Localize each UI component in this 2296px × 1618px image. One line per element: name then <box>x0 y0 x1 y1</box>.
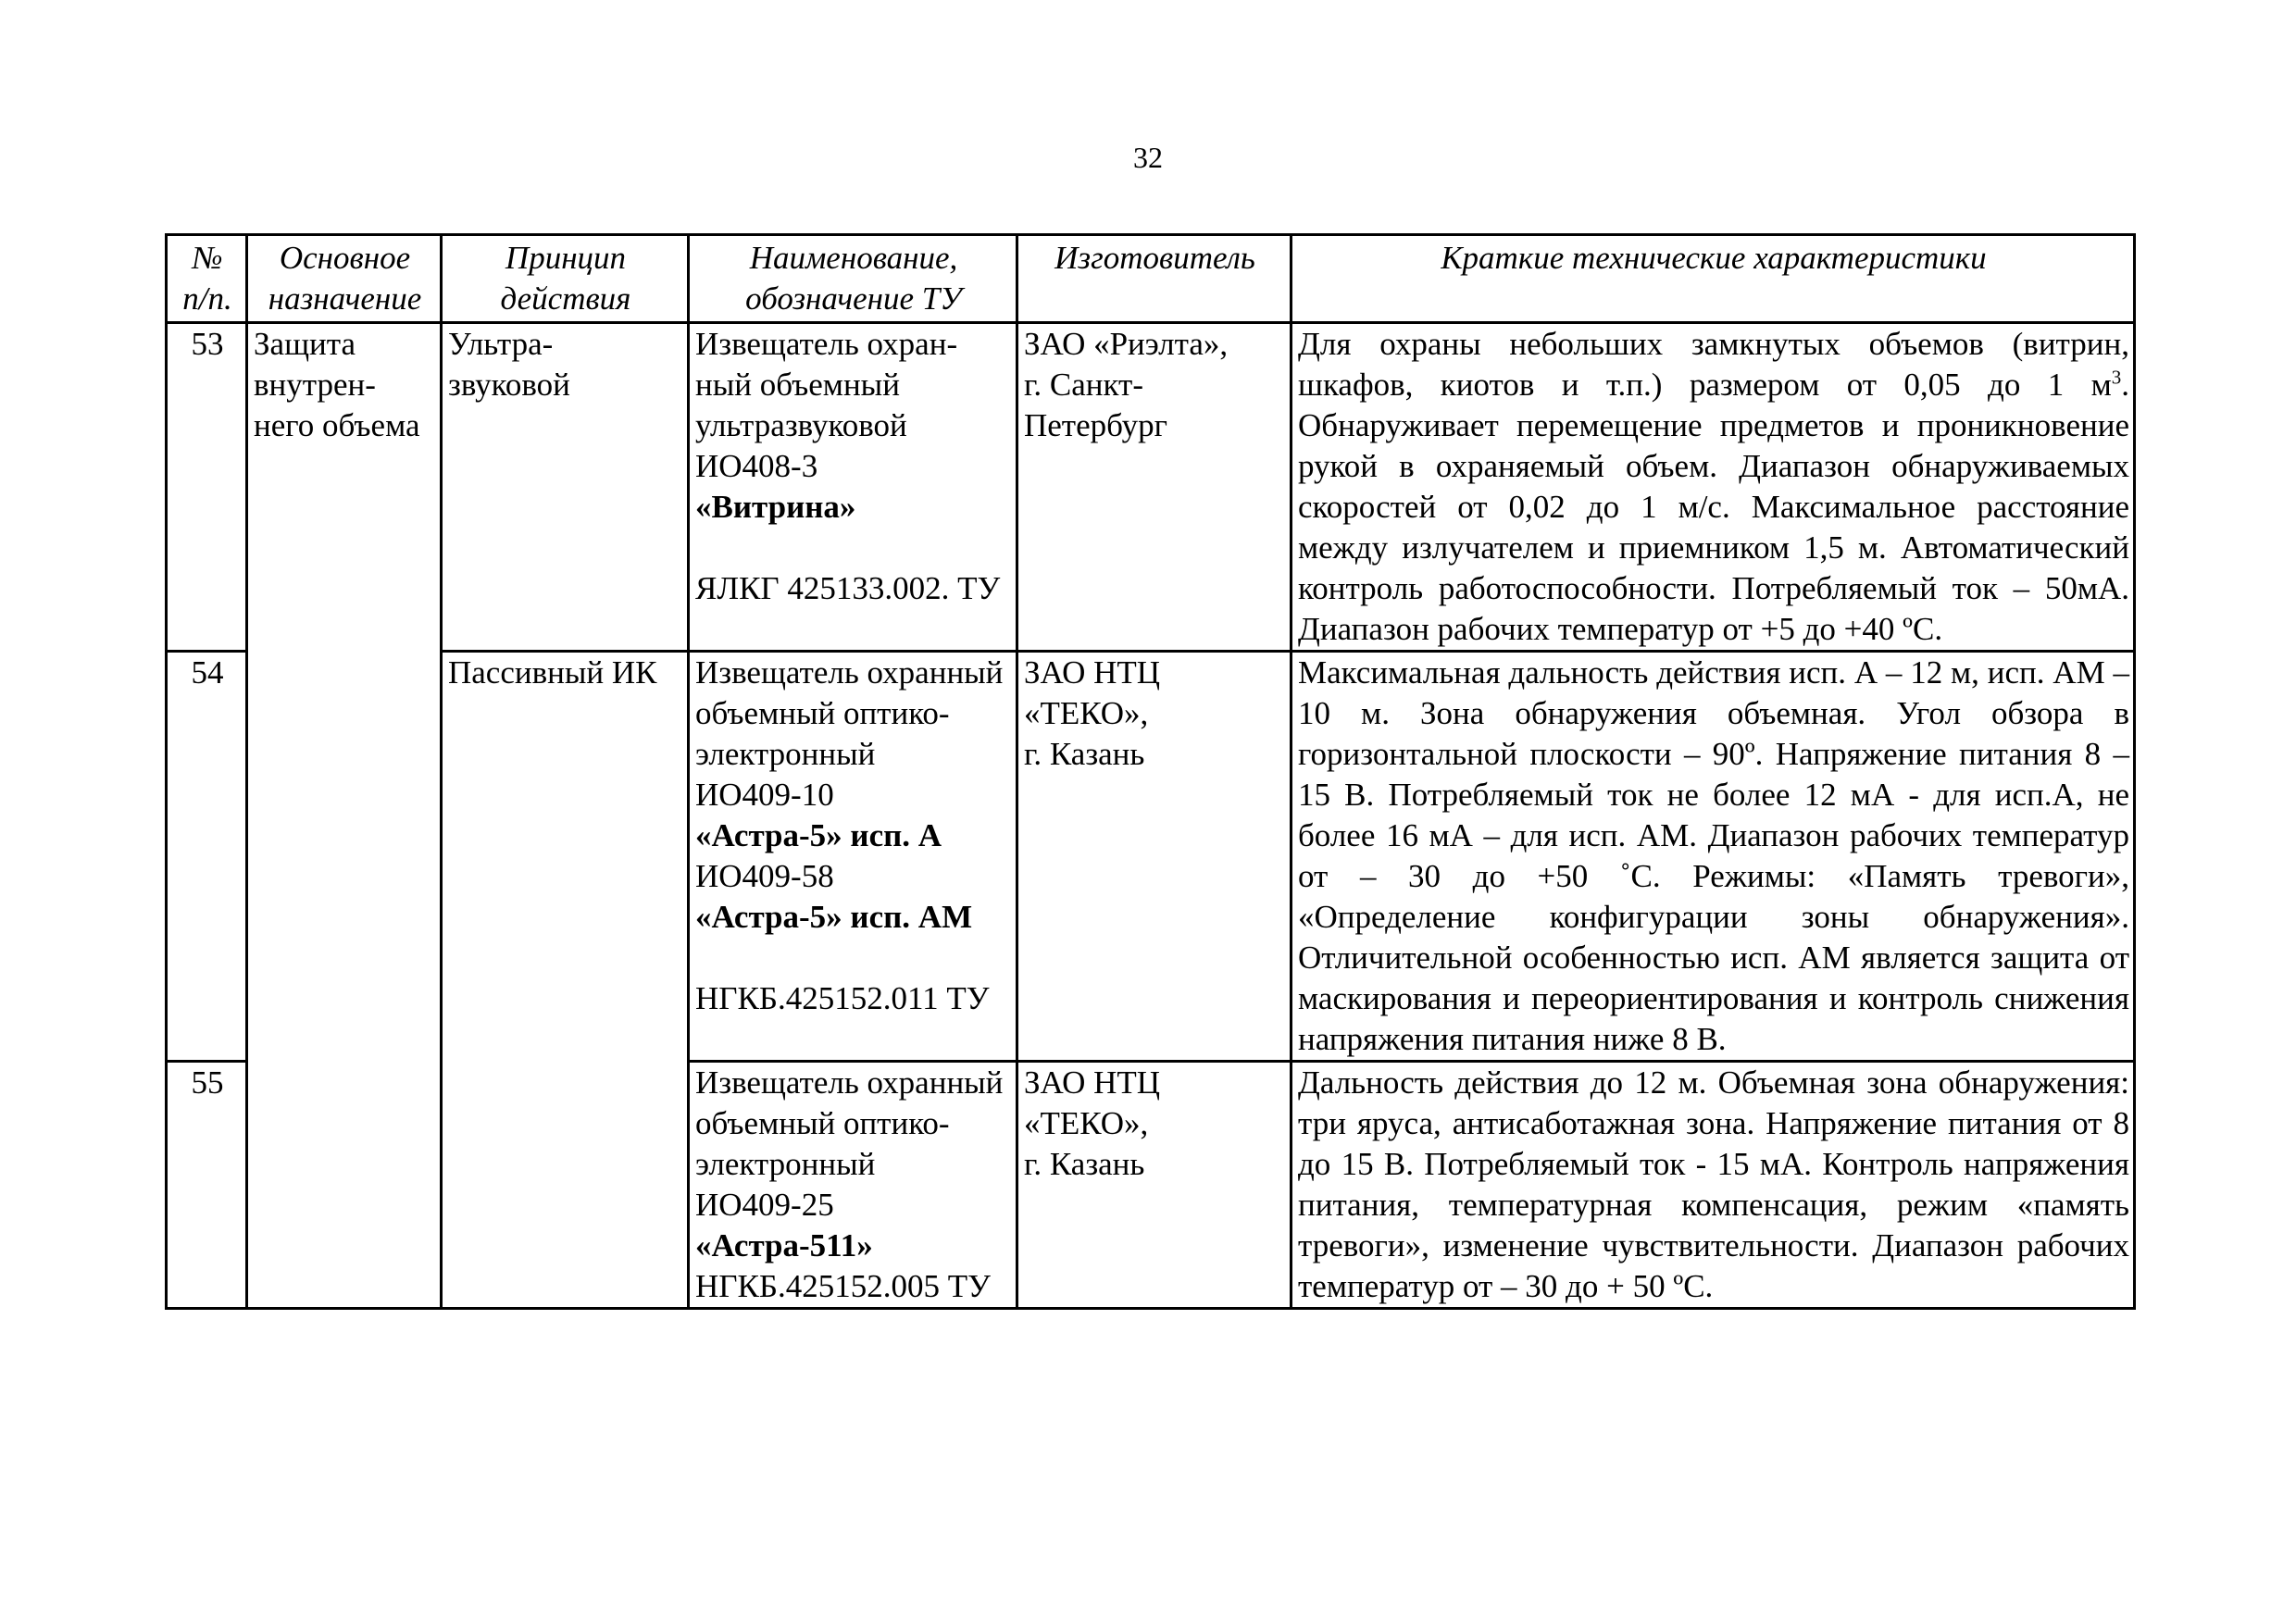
product-spec-code: НГКБ.425152.005 ТУ <box>695 1268 991 1304</box>
product-name-cell: Извещатель охранный объемный оптико- электронный ИО409-10 «Астра-5» исп. А ИО409-58 «Астра-5» исп. АМ НГКБ.425152.011 ТУ <box>689 652 1017 1062</box>
specifications-table <box>165 233 2136 1310</box>
table-header-row <box>167 235 2135 323</box>
row-number: 54 <box>167 652 247 1062</box>
header-purpose: Основное назначение <box>247 235 442 323</box>
principle-cell: Пассивный ИК <box>442 652 689 1309</box>
product-spec-code: НГКБ.425152.011 ТУ <box>695 980 990 1016</box>
manufacturer-cell: ЗАО «Риэлта», г. Санкт- Петербург <box>1017 323 1292 652</box>
manufacturer-cell: ЗАО НТЦ «ТЕКО», г. Казань <box>1017 1062 1292 1309</box>
manufacturer-cell: ЗАО НТЦ «ТЕКО», г. Казань <box>1017 652 1292 1062</box>
page-number: 32 <box>1133 141 1163 174</box>
technical-description: Максимальная дальность действия исп. А – 12 м, исп. АМ – 10 м. Зона обнаружения объемная. Угол обзора в горизонтальной плоскости – 90º. Напряжение питания 8 – 15 В. Потребляемый ток не более 12 мА - для исп.А, не более 16 мА – для исп. АМ. Диапазон рабочих температур от – 30 до +50 ˚С. Режимы: «Память тревоги», «Определение конфигурации зоны обнаружения». Отличительной особенностью исп. АМ является защита от маскирования и переориентирования и контроль снижения напряжения питания ниже 8 В. <box>1292 652 2135 1062</box>
row-number: 55 <box>167 1062 247 1309</box>
row-number: 53 <box>167 323 247 652</box>
table-row <box>167 652 2135 1062</box>
product-model: «Астра-511» <box>695 1227 873 1263</box>
header-name: Наименование, обозначение ТУ <box>689 235 1017 323</box>
header-principle: Принцип действия <box>442 235 689 323</box>
technical-description: Для охраны небольших замкнутых объемов (витрин, шкафов, киотов и т.п.) размером от 0,05 до 1 $м^3$. Обнаруживает перемещение предметов и проникновение рукой в охраняемый объем. Диапазон обнаруживаемых скоростей от 0,02 до 1 м/с. Максимальное расстояние между излучателем и приемником 1,5 м. Автоматический контроль работоспособности. Потребляемый ток – 50мА. Диапазон рабочих температур от +5 до +40 ºС. <box>1292 323 2135 652</box>
principle-cell: Ультра- звуковой <box>442 323 689 652</box>
purpose-cell: Защита внутрен- него объема <box>247 323 442 1309</box>
product-model: «Астра-5» исп. А <box>695 817 942 853</box>
product-name-cell: Извещатель охран- ный объемный ультразвуковой ИО408-3 «Витрина» ЯЛКГ 425133.002. ТУ <box>689 323 1017 652</box>
table-row <box>167 323 2135 652</box>
header-number: № п/п. <box>167 235 247 323</box>
technical-description: Дальность действия до 12 м. Объемная зона обнаружения: три яруса, антисаботажная зона. Напряжение питания от 8 до 15 В. Потребляемый ток - 15 мА. Контроль напряжения питания, температурная компенсация, режим «память тревоги», изменение чувствительности. Диапазон рабочих температур от – 30 до + 50 ºС. <box>1292 1062 2135 1309</box>
header-technical: Краткие технические характеристики <box>1292 235 2135 323</box>
product-model: «Витрина» <box>695 489 856 525</box>
product-model: «Астра-5» исп. АМ <box>695 899 973 935</box>
header-manufacturer: Изготовитель <box>1017 235 1292 323</box>
product-name-cell: Извещатель охранный объемный оптико- электронный ИО409-25 «Астра-511» НГКБ.425152.005 ТУ <box>689 1062 1017 1309</box>
product-spec-code: ЯЛКГ 425133.002. ТУ <box>695 570 1001 606</box>
